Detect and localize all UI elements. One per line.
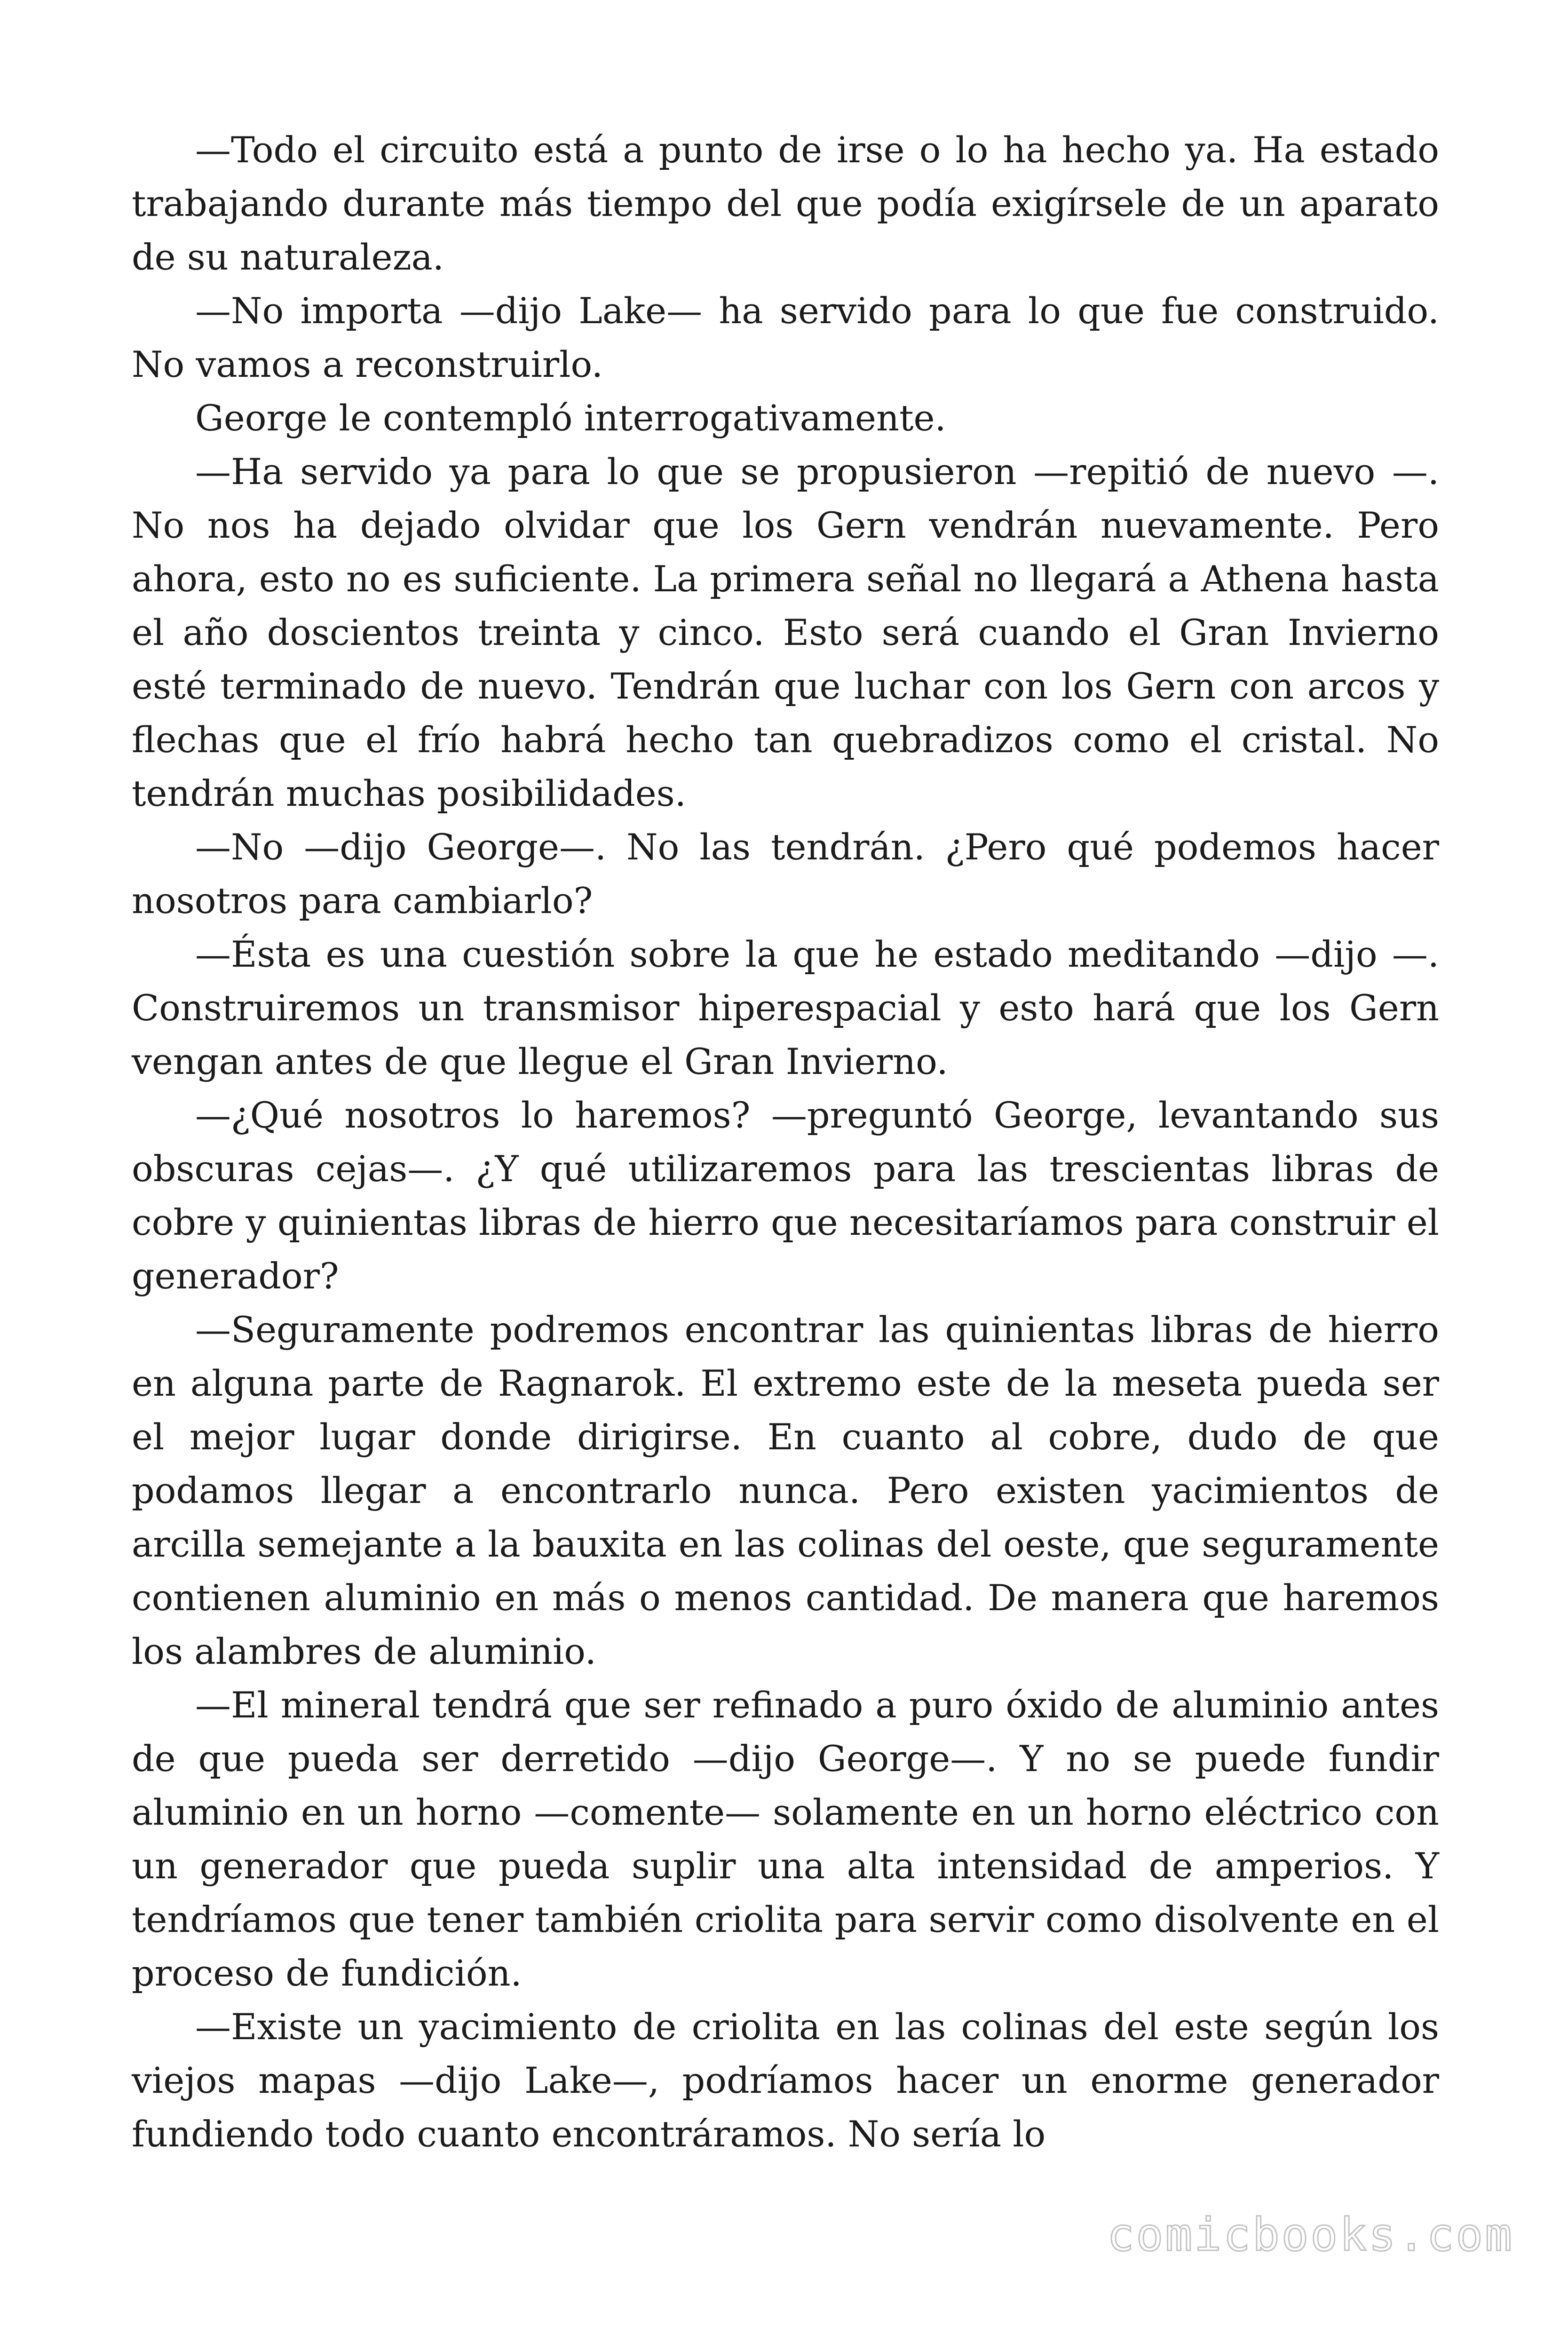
paragraph: —Existe un yacimiento de criolita en las colinas del este según los viejos mapas —dijo Lake—, podríamos hacer un enorme generador fundiendo todo cuanto encontráramos. No sería lo <box>132 2006 1439 2155</box>
paragraph: —Ha servido ya para lo que se propusieron —repitió de nuevo —. No nos ha dejado olvidar que los Gern vendrán nuevamente. Pero ahora, esto no es suficiente. La primera señal no llegará a Athena hasta el año doscientos treinta y cinco. Esto será cuando el Gran Invierno esté terminado de nuevo. Tendrán que luchar con los Gern con arcos y flechas que el frío habrá hecho tan quebradizos como el cristal. No tendrán muchas posibilidades. <box>132 451 1439 814</box>
paragraph: —Seguramente podremos encontrar las quinientas libras de hierro en alguna parte de Ragnarok. El extremo este de la meseta pueda ser el mejor lugar donde dirigirse. En cuanto al cobre, dudo de que podamos llegar a encontrarlo nunca. Pero existen yacimientos de arcilla semejante a la bauxita en las colinas del oeste, que seguramente contienen aluminio en más o menos cantidad. De manera que haremos los alambres de aluminio. <box>132 1309 1439 1672</box>
paragraph: George le contempló interrogativamente. <box>195 397 946 439</box>
paragraph: —No —dijo George—. No las tendrán. ¿Pero qué podemos hacer nosotros para cambiarlo? <box>132 826 1439 922</box>
watermark: comicbooks.com <box>1107 2209 1514 2261</box>
paragraph: —¿Qué nosotros lo haremos? —preguntó George, levantando sus obscuras cejas—. ¿Y qué utilizaremos para las trescientas libras de cobre y quinientas libras de hierro que necesitaríamos para construir el generador? <box>132 1094 1439 1297</box>
book-page <box>132 123 1439 2161</box>
paragraph: —Todo el circuito está a punto de irse o lo ha hecho ya. Ha estado trabajando durante más tiempo del que podía exigírsele de un aparato de su naturaleza. <box>132 129 1439 278</box>
paragraph: —El mineral tendrá que ser refinado a puro óxido de aluminio antes de que pueda ser derretido —dijo George—. Y no se puede fundir aluminio en un horno —comente— solamente en un horno eléctrico con un generador que pueda suplir una alta intensidad de amperios. Y tendríamos que tener también criolita para servir como disolvente en el proceso de fundición. <box>132 1684 1439 1994</box>
paragraph: —No importa —dijo Lake— ha servido para lo que fue construido. No vamos a reconstruirlo. <box>132 290 1439 385</box>
paragraph: —Ésta es una cuestión sobre la que he estado meditando —dijo —. Construiremos un transmisor hiperespacial y esto hará que los Gern vengan antes de que llegue el Gran Invierno. <box>132 933 1439 1082</box>
